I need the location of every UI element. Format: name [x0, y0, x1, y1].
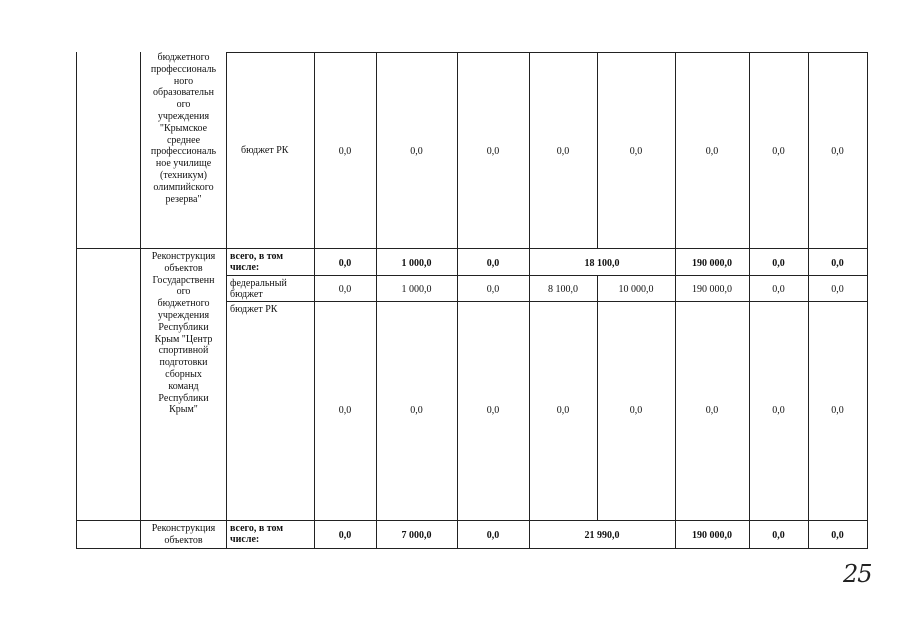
- row2-rk-value: 0,0: [410, 405, 423, 416]
- row3-total-value: 0,0: [338, 530, 352, 541]
- row2-total-value: 0,0: [772, 258, 785, 269]
- row1-value: 0,0: [410, 146, 423, 157]
- row3-description: Реконструкция объектов: [151, 523, 216, 546]
- row3-total-value: 0,0: [486, 530, 500, 541]
- row3-total-value: 0,0: [772, 530, 785, 541]
- row2-rk-source: бюджет РК: [230, 304, 278, 315]
- row2-rk-value: 0,0: [338, 405, 352, 416]
- row3-total-value: 7 000,0: [401, 530, 432, 541]
- grid-line: [226, 52, 868, 53]
- grid-line: [597, 275, 598, 520]
- grid-line: [76, 52, 77, 548]
- grid-line: [76, 520, 868, 521]
- row2-federal-value: 0,0: [772, 284, 785, 295]
- grid-line: [76, 248, 868, 249]
- grid-line: [675, 52, 676, 548]
- row2-total-value: 0,0: [338, 258, 352, 269]
- row2-federal-value: 10 000,0: [618, 284, 654, 295]
- row2-total-value: 18 100,0: [584, 258, 620, 269]
- grid-line: [226, 275, 868, 276]
- grid-line: [376, 52, 377, 548]
- row3-total-value: 0,0: [831, 530, 844, 541]
- row3-total-value: 21 990,0: [584, 530, 620, 541]
- row3-total-value: 190 000,0: [692, 530, 732, 541]
- row2-federal-source: федеральный бюджет: [230, 278, 287, 300]
- row2-federal-value: 0,0: [338, 284, 352, 295]
- grid-line: [226, 301, 868, 302]
- row1-source: бюджет РК: [241, 145, 289, 156]
- grid-line: [457, 52, 458, 548]
- row3-total-source: всего, в том числе:: [230, 523, 284, 545]
- row1-value: 0,0: [831, 146, 844, 157]
- row2-federal-value: 1 000,0: [401, 284, 432, 295]
- page-number: 25: [843, 560, 872, 588]
- row1-description: бюджетного профессиональ ного образовательн ого учреждения "Крымское среднее профессиональ ное училище (техникум) олимпийского резерва": [150, 52, 217, 205]
- row2-rk-value: 0,0: [556, 405, 570, 416]
- row2-federal-value: 190 000,0: [692, 284, 732, 295]
- row1-value: 0,0: [486, 146, 500, 157]
- row1-value: 0,0: [772, 146, 785, 157]
- row2-rk-value: 0,0: [772, 405, 785, 416]
- grid-line: [76, 548, 868, 549]
- row2-federal-value: 0,0: [486, 284, 500, 295]
- row2-total-value: 0,0: [831, 258, 844, 269]
- grid-line: [808, 52, 809, 548]
- row1-value: 0,0: [338, 146, 352, 157]
- row2-rk-value: 0,0: [486, 405, 500, 416]
- grid-line: [314, 52, 315, 548]
- row2-description: Реконструкция объектов Государственн ого бюджетного учреждения Республики Крым "Центр спортивной подготовки сборных команд Республики Крым": [151, 251, 216, 416]
- row2-total-value: 1 000,0: [401, 258, 432, 269]
- row2-total-value: 190 000,0: [692, 258, 732, 269]
- grid-line: [867, 52, 868, 548]
- grid-line: [529, 52, 530, 548]
- row1-value: 0,0: [705, 146, 719, 157]
- row2-rk-value: 0,0: [629, 405, 643, 416]
- row2-rk-value: 0,0: [831, 405, 844, 416]
- row1-value: 0,0: [556, 146, 570, 157]
- grid-line: [226, 52, 227, 548]
- row2-rk-value: 0,0: [705, 405, 719, 416]
- row2-federal-value: 8 100,0: [548, 284, 578, 295]
- row2-total-value: 0,0: [486, 258, 500, 269]
- row2-total-source: всего, в том числе:: [230, 251, 284, 273]
- grid-line: [749, 52, 750, 548]
- row2-federal-value: 0,0: [831, 284, 844, 295]
- row1-value: 0,0: [629, 146, 643, 157]
